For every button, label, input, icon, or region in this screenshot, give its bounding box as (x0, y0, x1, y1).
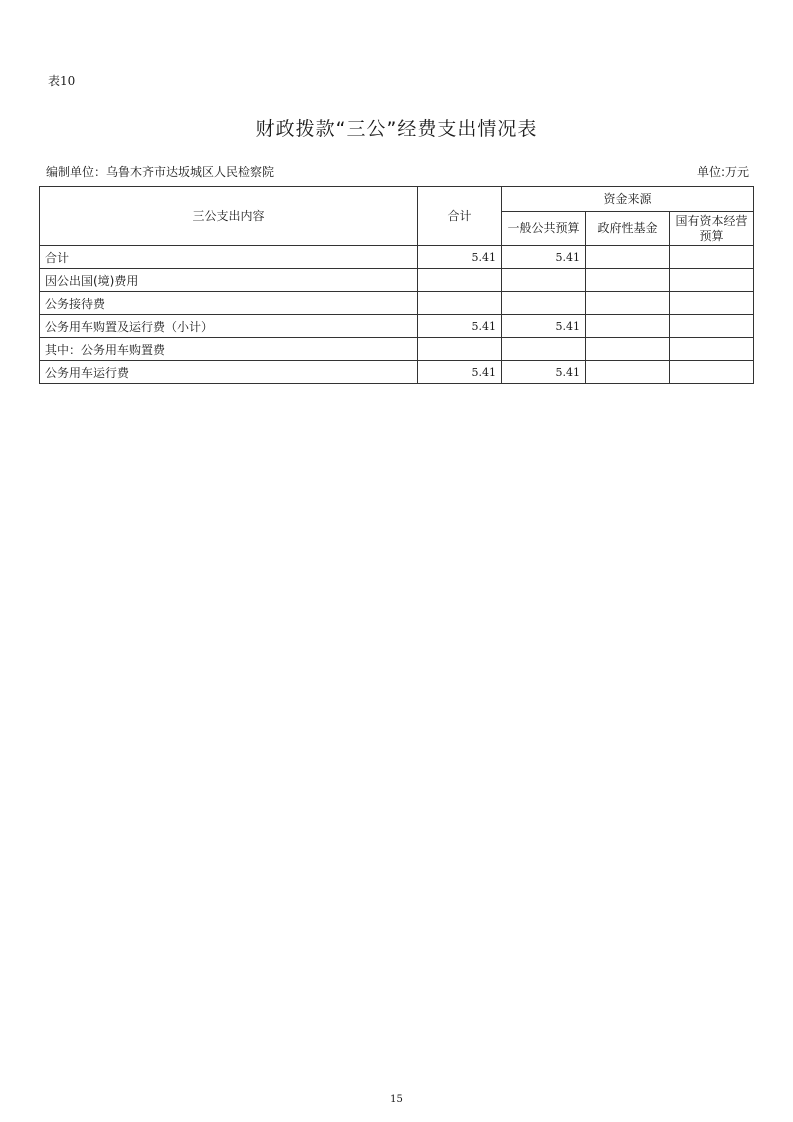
cell-total: 5.41 (418, 246, 502, 269)
cell-fund (586, 361, 670, 384)
cell-total (418, 292, 502, 315)
page-number: 15 (390, 1094, 403, 1105)
row-label: 公务接待费 (40, 292, 418, 315)
cell-general (502, 338, 586, 361)
header-gov-fund: 政府性基金 (586, 212, 670, 246)
cell-general: 5.41 (502, 361, 586, 384)
cell-fund (586, 246, 670, 269)
cell-general (502, 269, 586, 292)
cell-capital (670, 246, 754, 269)
page-title: 财政拨款“三公”经费支出情况表 (255, 118, 538, 140)
cell-total: 5.41 (418, 361, 502, 384)
cell-fund (586, 292, 670, 315)
cell-capital (670, 361, 754, 384)
header-total: 合计 (418, 187, 502, 246)
compiling-unit: 编制单位：乌鲁木齐市达坂城区人民检察院 (46, 165, 275, 179)
row-label: 其中：公务用车购置费 (40, 338, 418, 361)
cell-general: 5.41 (502, 315, 586, 338)
header-row-1 (40, 187, 754, 212)
table-row (40, 315, 754, 338)
cell-capital (670, 269, 754, 292)
table-number: 表10 (48, 74, 76, 88)
table-row (40, 269, 754, 292)
header-content: 三公支出内容 (40, 187, 418, 246)
cell-general (502, 292, 586, 315)
cell-fund (586, 269, 670, 292)
cell-total (418, 338, 502, 361)
cell-capital (670, 315, 754, 338)
header-funding-source: 资金来源 (502, 187, 754, 212)
currency-unit: 单位:万元 (696, 165, 749, 179)
cell-general: 5.41 (502, 246, 586, 269)
expense-table (39, 186, 754, 384)
row-label: 公务用车购置及运行费（小计） (40, 315, 418, 338)
header-general-budget: 一般公共预算 (502, 212, 586, 246)
cell-fund (586, 315, 670, 338)
row-label: 公务用车运行费 (40, 361, 418, 384)
cell-total: 5.41 (418, 315, 502, 338)
cell-fund (586, 338, 670, 361)
row-label: 合计 (40, 246, 418, 269)
cell-capital (670, 338, 754, 361)
row-label: 因公出国(境)费用 (40, 269, 418, 292)
table-row (40, 246, 754, 269)
table-row (40, 338, 754, 361)
cell-total (418, 269, 502, 292)
table-row (40, 292, 754, 315)
table-row (40, 361, 754, 384)
cell-capital (670, 292, 754, 315)
header-state-capital: 国有资本经营预算 (670, 212, 754, 246)
